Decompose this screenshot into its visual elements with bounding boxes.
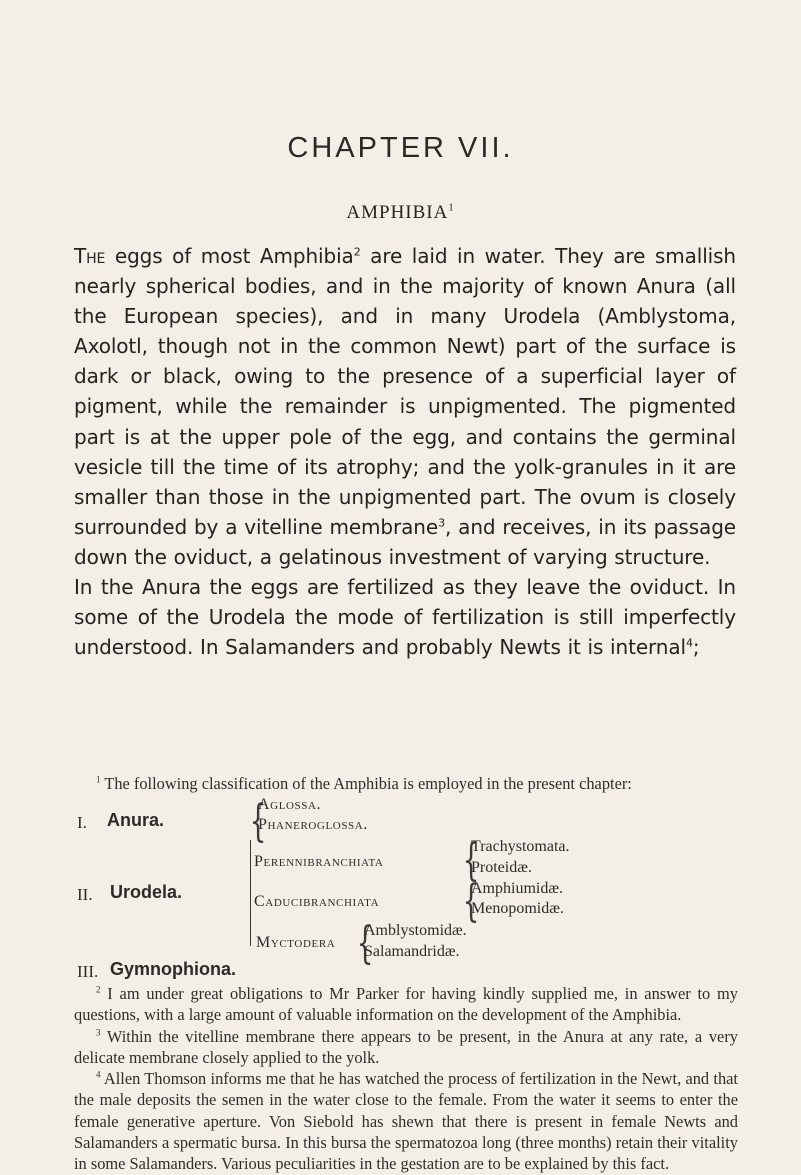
section-title-text: AMPHIBIA [346, 202, 449, 223]
family-amphiumidae: Amphiumidæ. [471, 880, 564, 897]
opening-word: The [74, 244, 106, 268]
brace-caducibranchiata: { [462, 876, 480, 927]
section-title [0, 202, 801, 224]
paragraph-2: In the Anura the eggs are fertilized as they leave the oviduct. In some of the Urodela the mode of fertilization is still imperfectly understood. In Salamanders and probably Newts it is internal$^4$; [74, 575, 736, 660]
footnote-ref-2: 2 [353, 245, 361, 259]
chapter-title: CHAPTER VII. [287, 132, 514, 164]
brace-anura: { [249, 796, 267, 847]
order-1-number: I. [77, 813, 87, 832]
footnote-ref-1: 1 [448, 202, 455, 214]
order-2-name: Urodela. [110, 882, 183, 902]
footnote-4: $^4$ Allen Thomson informs me that he has watched the process of fertilization in the Newt, and that the male deposits the semen in the water close to the female. From the water it seems to enter the female generative aperture. Von Siebold has shewn that there is present in female Newts and Salamanders a spermatic bursa. In this bursa the spermatozoa long (three months) retain their vitality in some Salamanders. Various peculiarities in the gestation are to be explained by this fact. [74, 1069, 738, 1174]
family-trachystomata: Trachystomata. [471, 838, 570, 855]
family-amblystomidae: Amblystomidæ. [364, 922, 467, 939]
order-1-name: Anura. [107, 810, 165, 830]
paragraph-1: The eggs of most Amphibia$^2$ are laid in water. They are smallish nearly spherical bodies, and in the majority of known Anura (all the European species), and in many Urodela (Amblystoma, Axolotl, though not in the common Newt) part of the surface is dark or black, owing to the presence of a superficial layer of pigment, while the remainder is unpigmented. The pigmented part is at the upper pole of the egg, and contains the germinal vesicle till the time of its atrophy; and the yolk-granules in it are smaller than those in the unpigmented part. The ovum is closely surrounded by a vitelline membrane$^3$, and receives, in its passage down the oviduct, a gelatinous investment of varying structure. [74, 244, 737, 569]
footnote-3: $^3$ Within the vitelline membrane there appears to be present, in the Anura at any rate, a very delicate membrane closely applied to the yolk. [74, 1026, 738, 1067]
footnote-1-number: 1 [96, 774, 101, 785]
suborder-caducibranchiata: Caducibranchiata [254, 893, 380, 910]
order-3-name: Gymnophiona. [110, 959, 236, 979]
family-salamandridae: Salamandridæ. [364, 943, 460, 960]
order-2-number: II. [77, 885, 93, 904]
brace-perennibranchiata: { [462, 835, 480, 886]
group-aglossa: Aglossa. [258, 796, 322, 813]
bracket-urodela [250, 840, 251, 946]
family-menopomidae: Menopomidæ. [471, 900, 564, 917]
footnote-1: $^1$ The following classification of the Amphibia is employed in the present chapter: [96, 774, 632, 793]
brace-myctodera: { [356, 918, 374, 969]
footnotes [74, 983, 738, 1175]
suborder-myctodera: Myctodera [256, 934, 336, 951]
footnote-2: $^2$ I am under great obligations to Mr Parker for having kindly supplied me, in answer to my questions, with a large amount of valuable information on the development of the Amphibia. [74, 984, 738, 1025]
order-3-number: III. [77, 962, 99, 981]
group-phaneroglossa: Phaneroglossa. [258, 816, 368, 833]
footnote-ref-4: 4 [686, 636, 693, 650]
suborder-perennibranchiata: Perennibranchiata [254, 853, 384, 870]
footnote-ref-3: 3 [438, 516, 445, 530]
family-proteidae: Proteidæ. [471, 859, 532, 876]
main-text [74, 241, 736, 662]
